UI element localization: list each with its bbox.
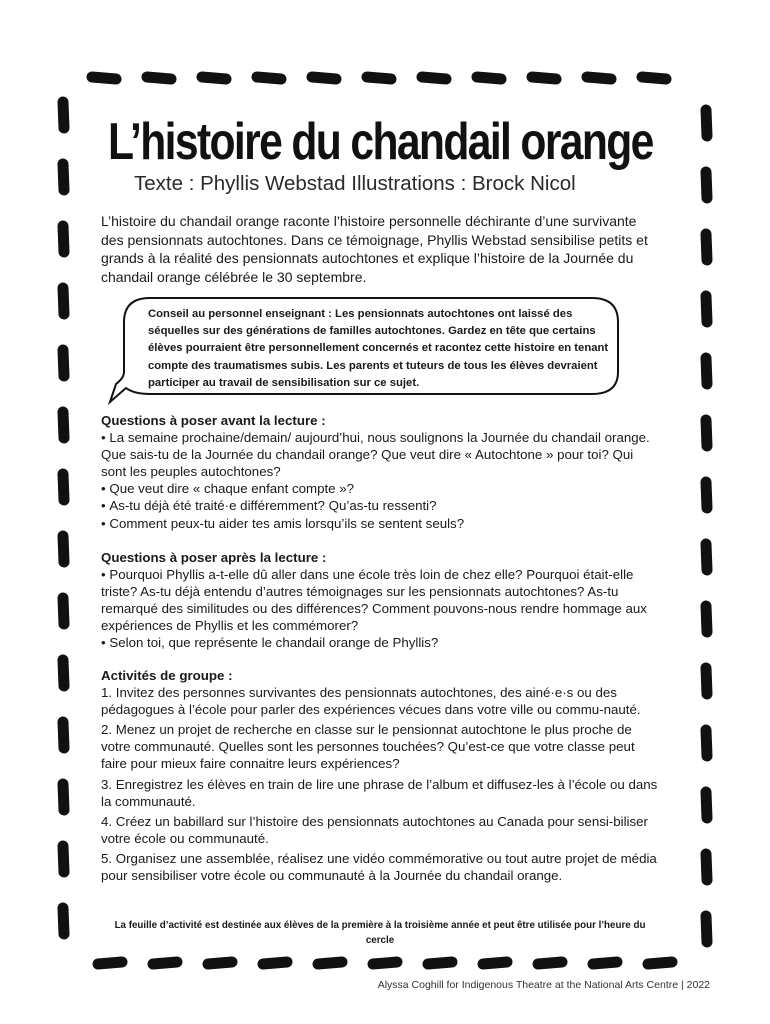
border-dash [477, 77, 501, 79]
border-dash [318, 962, 342, 964]
activity-item: 4. Créez un babillard sur l’histoire des pensionnats autochtones au Canada pour sensi-biliser votre école ou communauté. [101, 813, 648, 846]
border-dash [367, 77, 391, 79]
border-dash [706, 482, 707, 508]
border-dash [706, 172, 707, 198]
activity-item: 2. Menez un projet de recherche en classe sur le pensionnat autochtone le plus proche de votre communauté. Quelles sont les personnes touchées? Qu’est-ce que votre classe peut faire pour mieux faire connaitre leurs expériences? [101, 722, 635, 772]
border-dash [63, 846, 64, 872]
border-dash [63, 908, 64, 934]
border-dash [63, 784, 64, 810]
border-dash [538, 962, 562, 964]
list-item: • Selon toi, que représente le chandail orange de Phyllis? [101, 634, 661, 651]
border-dash [63, 474, 64, 500]
border-dash [63, 536, 64, 562]
list-item: • Pourquoi Phyllis a-t-elle dû aller dans une école très loin de chez elle? Pourquoi était-elle triste? As-tu déjà entendu d’autres témoignages sur les pensionnats autochtones? As-tu remarqué des similitudes ou des différences? Comment pouvons-nous rendre hommage aux expériences de Phyllis et les commémorer? [101, 566, 661, 634]
group-activities-section [101, 667, 661, 887]
after-reading-section [101, 549, 661, 652]
border-dash [587, 77, 611, 79]
list-item: • Que veut dire « chaque enfant compte »? [101, 480, 661, 497]
border-dash [153, 962, 177, 964]
activity-item: 5. Organisez une assemblée, réalisez une vidéo commémorative ou tout autre projet de média pour sensibiliser votre école ou communauté à la Journée du chandail orange. [101, 850, 657, 884]
border-dash [642, 77, 666, 79]
border-dash [202, 77, 226, 79]
border-dash [63, 660, 64, 686]
teacher-note: Conseil au personnel enseignant : Les pensionnats autochtones ont laissé des séquelles sur des générations de familles autochtones. Gardez en tête que certains élèves pourraient être personnellement concernés et racontez cette histoire en tenant compte des traumatismes subis. Les parents et tuteurs de tous les élèves devraient participer au travail de sensibilisation sur ce sujet. [148, 308, 609, 389]
border-dash [706, 358, 707, 384]
border-dash [706, 792, 707, 818]
page-title: L’histoire du chandail orange [108, 113, 653, 171]
border-dash [257, 77, 281, 79]
border-dash [706, 544, 707, 570]
border-dash [63, 598, 64, 624]
border-dash [263, 962, 287, 964]
border-dash [648, 962, 672, 964]
before-reading-heading: Questions à poser avant la lecture : [101, 413, 326, 428]
after-reading-heading: Questions à poser après la lecture : [101, 550, 327, 565]
intro-paragraph: L’histoire du chandail orange raconte l’histoire personnelle déchirante d’une survivante des pensionnats autochtones. Dans ce témoignage, Phyllis Webstad sensibilise petits et grands à la réalité des pensionnats autochtones et explique l’histoire de la Journée du chandail orange célébrée le 30 septembre. [101, 213, 648, 285]
border-dash [63, 288, 64, 314]
list-item: • La semaine prochaine/demain/ aujourd’hui, nous soulignons la Journée du chandail orange. Que sais-tu de la Journée du chandail orange? Que veut dire « Autochtone » pour toi? Qui sont les peuples autochtones? [101, 429, 661, 480]
border-dash [63, 412, 64, 438]
border-dash [706, 606, 707, 632]
border-dash [147, 77, 171, 79]
list-item: • Comment peux-tu aider tes amis lorsqu’ils se sentent seuls? [101, 515, 661, 532]
page-footer-credit: Alyssa Coghill for Indigenous Theatre at the National Arts Centre | 2022 [377, 979, 710, 991]
activity-item: 1. Invitez des personnes survivantes des pensionnats autochtones, des ainé·e·s ou des pédagogues à l’école pour parler des expériences vécues dans votre ville ou commu-nauté. [101, 685, 641, 718]
border-dash [373, 962, 397, 964]
border-dash [63, 226, 64, 252]
border-dash [63, 350, 64, 376]
audience-footnote: La feuille d’activité est destinée aux élèves de la première à la troisième année et peut être utilisée pour l’heure du cercle [114, 920, 646, 946]
border-dash [706, 668, 707, 694]
border-dash [706, 916, 707, 942]
border-dash [706, 730, 707, 756]
before-reading-section [101, 412, 661, 532]
border-dash [706, 110, 707, 136]
activity-item: 3. Enregistrez les élèves en train de lire une phrase de l’album et diffusez-les à l’école ou dans la communauté. [101, 776, 658, 809]
border-dash [312, 77, 336, 79]
border-dash [92, 77, 116, 79]
border-dash [483, 962, 507, 964]
group-activities-heading: Activités de groupe : [101, 668, 233, 683]
border-dash [63, 164, 64, 190]
border-dash [422, 77, 446, 79]
border-dash [428, 962, 452, 964]
border-dash [98, 962, 122, 964]
border-dash [706, 234, 707, 260]
border-dash [532, 77, 556, 79]
book-credits: Texte : Phyllis Webstad Illustrations : Brock Nicol [134, 172, 576, 195]
border-dash [706, 296, 707, 322]
border-dash [706, 854, 707, 880]
border-dash [208, 962, 232, 964]
border-dash [63, 722, 64, 748]
border-dash [63, 102, 64, 128]
list-item: • As-tu déjà été traité·e différemment? Qu’as-tu ressenti? [101, 497, 661, 514]
border-dash [706, 420, 707, 446]
border-dash [593, 962, 617, 964]
